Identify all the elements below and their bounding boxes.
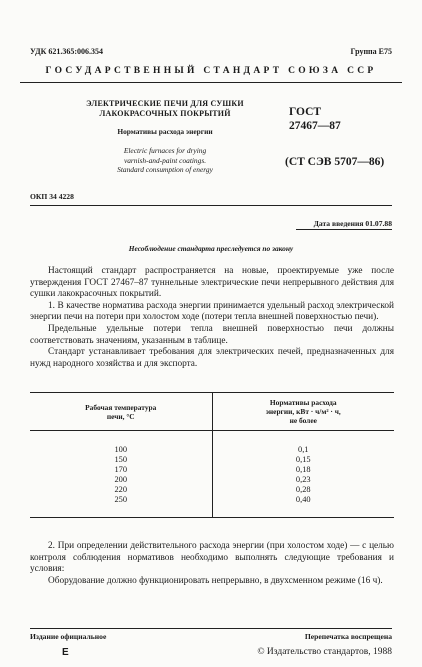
- title-en-line3: Standard consumption of energy: [117, 165, 213, 174]
- body-text-after: [30, 541, 394, 587]
- body-text: [30, 266, 394, 370]
- cell-temperature: 170: [30, 465, 212, 475]
- law-notice: Несоблюдение стандарта преследуется по закону: [128, 244, 294, 253]
- title-en-line2: varnish-and-paint coatings.: [123, 155, 207, 165]
- paragraph-1: 1. В качестве норматива расхода энергии принимается удельный расход электрической энергии печи на потери при холостом ходе (потери тепла внешней поверхностью печи).: [30, 300, 394, 323]
- cell-temperature: 200: [30, 475, 212, 485]
- udk-code: УДК 621.365:006.354: [30, 47, 104, 56]
- header-temperature: [30, 393, 212, 431]
- table-spacer-row: [30, 431, 394, 446]
- table-row: [30, 495, 394, 518]
- edition-letter: Е: [62, 647, 69, 658]
- title-block: [55, 99, 275, 175]
- cell-norm: 0,15: [295, 455, 311, 464]
- table-header-row: [30, 393, 394, 431]
- paragraph-2: 2. При определении действительного расхода энергии (при холостом ходе) — с целью контроля соблюдения нормативов необходимо выполнять следующие требования и условия:: [30, 541, 394, 575]
- header-temperature-line2: печи, °С: [106, 411, 135, 421]
- paragraph-scope: Настоящий стандарт распространяется на новые, проектируемые уже после утверждения ГОСТ 27467–87 туннельные электрические печи непрерывного действия для сушки лакокрасочных покрытий.: [30, 266, 394, 300]
- header-norms-line2: энергии, кВт · ч/м² · ч,: [265, 407, 341, 416]
- state-standard-banner: ГОСУДАРСТВЕННЫЙ СТАНДАРТ СОЮЗА ССР: [45, 66, 377, 76]
- table-row: [30, 445, 394, 455]
- header-temperature-line1: Рабочая температура: [85, 402, 157, 412]
- cell-temperature: 100: [30, 445, 212, 455]
- st-sev-number: (СТ СЭВ 5707—86): [285, 156, 385, 168]
- designation-block: [285, 106, 397, 168]
- header-norms-line3: не более: [289, 416, 317, 425]
- gost-label: ГОСТ: [289, 106, 322, 118]
- cell-norm: 0,1: [298, 445, 309, 454]
- cell-norm: 0,18: [295, 465, 311, 474]
- table-row: [30, 465, 394, 475]
- paragraph-limits: Предельные удельные потери тепла внешней поверхностью печи должны соответствовать значениям, указанным в таблице.: [30, 323, 394, 346]
- table-row: [30, 475, 394, 485]
- title-en: [55, 146, 275, 175]
- middle-divider: [30, 205, 392, 206]
- group-code: Группа Е75: [350, 47, 392, 56]
- title-ru: [55, 99, 275, 119]
- cell-temperature: 220: [30, 485, 212, 495]
- reprint-prohibited: Перепечатка воспрещена: [304, 632, 392, 641]
- copyright: © Издательство стандартов, 1988: [257, 647, 392, 657]
- title-en-line1: Electric furnaces for drying: [123, 146, 207, 155]
- paragraph-requirements: Стандарт устанавливает требования для электрических печей, предназначенных для нужд народного хозяйства и для экспорта.: [30, 347, 394, 369]
- energy-norms-table: [30, 392, 394, 518]
- header-norms: [212, 393, 394, 431]
- title-ru-line1: ЭЛЕКТРИЧЕСКИЕ ПЕЧИ ДЛЯ СУШКИ: [86, 99, 244, 108]
- cell-norm: 0,28: [295, 485, 311, 494]
- table-row: [30, 485, 394, 495]
- table-row: [30, 455, 394, 465]
- introduction-date: Дата введения 01.07.88: [313, 219, 392, 228]
- cell-norm: 0,23: [295, 475, 311, 484]
- official-edition: Издание официальное: [30, 632, 107, 641]
- title-ru-subtitle: Нормативы расхода энергии: [117, 127, 213, 136]
- gost-number: 27467—87: [289, 120, 341, 132]
- paragraph-operation: Оборудование должно функционировать непрерывно, в двухсменном режиме (16 ч).: [48, 575, 383, 586]
- cell-temperature: 250: [30, 495, 212, 518]
- header-norms-line1: Нормативы расхода: [269, 398, 337, 407]
- title-ru-line2: ЛАКОКРАСОЧНЫХ ПОКРЫТИЙ: [99, 109, 231, 118]
- cell-temperature: 150: [30, 455, 212, 465]
- top-divider: [20, 82, 402, 83]
- cell-norm: 0,40: [212, 495, 394, 518]
- okp-code: ОКП 34 4228: [30, 192, 74, 201]
- date-underline: [296, 229, 392, 230]
- footer-divider: [30, 628, 392, 629]
